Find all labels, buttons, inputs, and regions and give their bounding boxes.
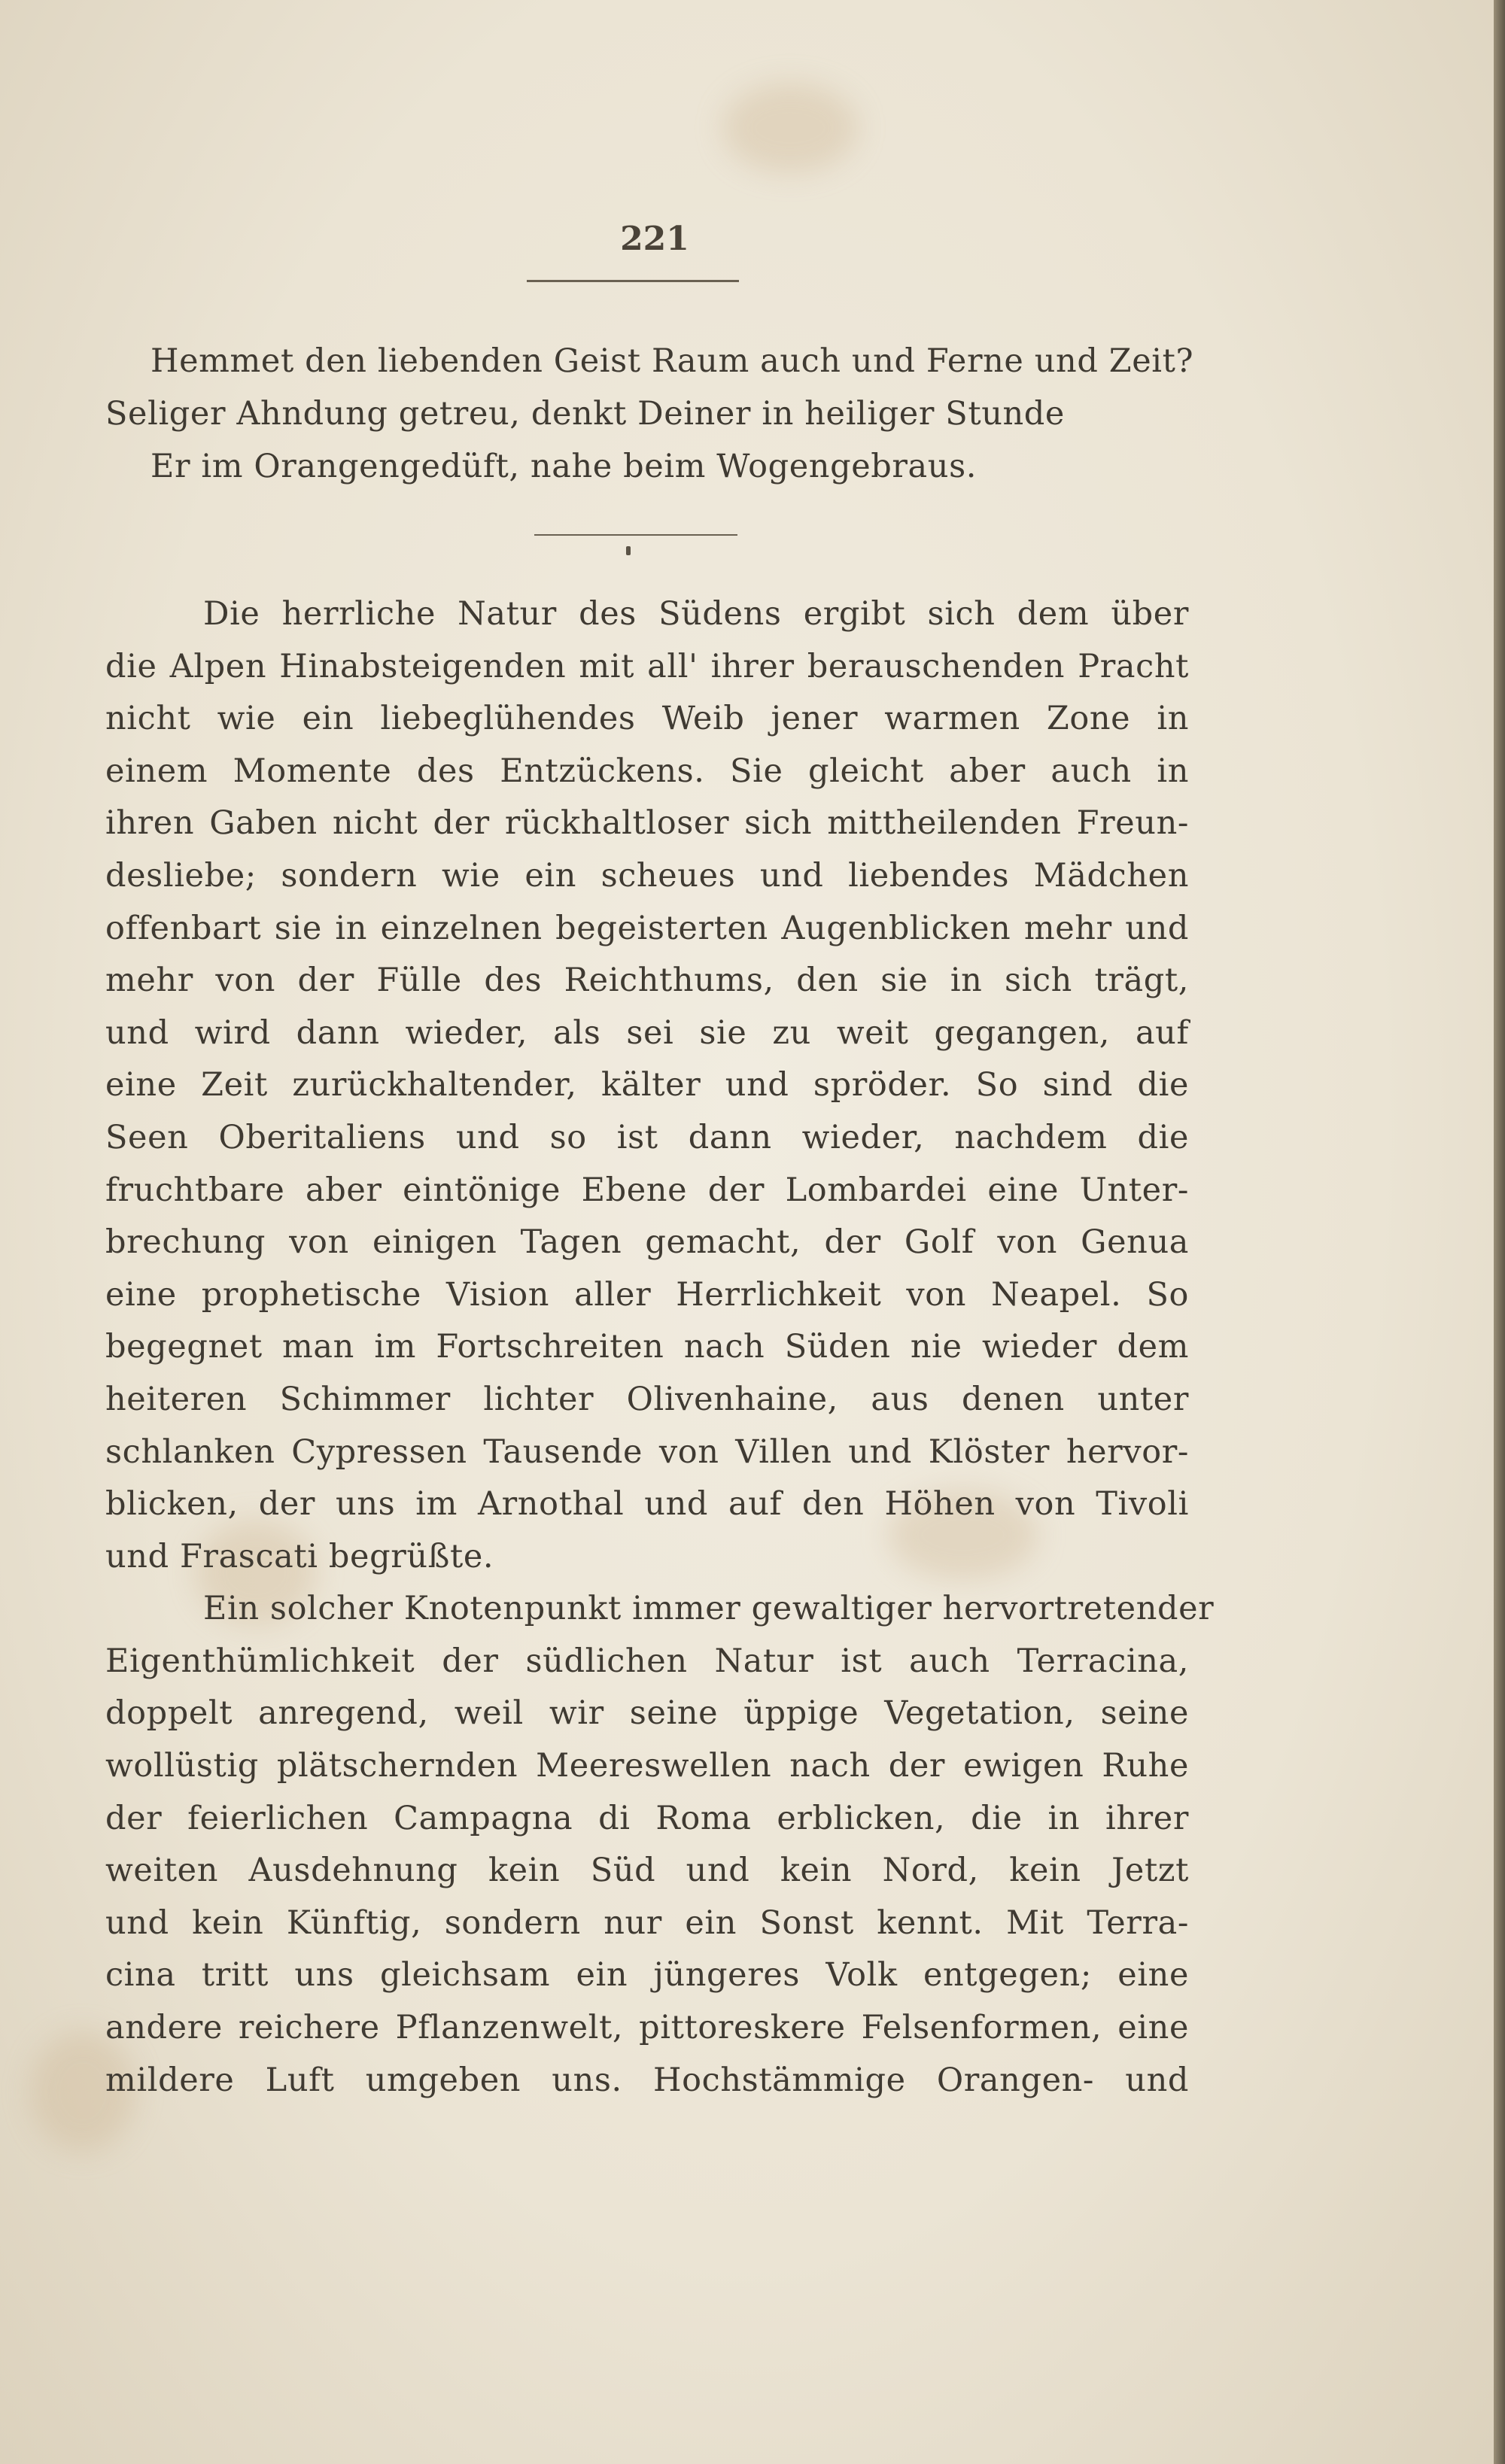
prose-line: die Alpen Hinabsteigenden mit all' ihrer berauschenden Pracht — [105, 647, 1189, 685]
prose-line: heiteren Schimmer lichter Olivenhaine, aus denen unter — [105, 1380, 1189, 1418]
prose-line: weiten Ausdehnung kein Süd und kein Nord, kein Jetzt — [105, 1852, 1189, 1890]
prose-block — [105, 588, 1215, 2107]
prose-line: und kein Künftig, sondern nur ein Sonst kennt. Mit Terra- — [105, 1903, 1189, 1942]
prose-line: schlanken Cypressen Tausende von Villen und Klöster hervor- — [105, 1433, 1189, 1471]
prose-line: mildere Luft umgeben uns. Hochstämmige Orangen- und — [105, 2061, 1189, 2099]
verse-line: Er im Orangengedüft, nahe beim Wogengebraus. — [150, 448, 977, 485]
prose-line: andere reichere Pflanzenwelt, pittoreskere Felsenformen, eine — [105, 2009, 1189, 2047]
prose-line: und Frascati begrüßte. — [105, 1537, 494, 1575]
prose-line: offenbart sie in einzelnen begeisterten Augenblicken mehr und — [105, 909, 1189, 947]
prose-line: nicht wie ein liebeglühendes Weib jener warmen Zone in — [105, 700, 1189, 738]
prose-line: begegnet man im Fortschreiten nach Süden nie wieder dem — [105, 1328, 1189, 1366]
header-rule — [527, 280, 739, 282]
prose-line: einem Momente des Entzückens. Sie gleicht aber auch in — [105, 752, 1189, 790]
prose-line: eine Zeit zurückhaltender, kälter und spröder. So sind die — [105, 1066, 1189, 1104]
prose-line: wollüstig plätschernden Meereswellen nach der ewigen Ruhe — [105, 1747, 1189, 1785]
prose-line: Die herrliche Natur des Südens ergibt sich dem über — [203, 595, 1189, 633]
prose-line: Eigenthümlichkeit der südlichen Natur ist auch Terracina, — [105, 1642, 1189, 1680]
verse-line: Seliger Ahndung getreu, denkt Deiner in heiliger Stunde — [105, 395, 1065, 433]
prose-line: mehr von der Fülle des Reichthums, den sie in sich trägt, — [105, 962, 1189, 1000]
verse-line: Hemmet den liebenden Geist Raum auch und Ferne und Zeit? — [150, 342, 1194, 380]
book-spine-edge — [1494, 0, 1505, 2464]
paper-stain — [722, 83, 858, 173]
prose-line: blicken, der uns im Arnothal und auf den Höhen von Tivoli — [105, 1485, 1189, 1524]
section-divider — [534, 534, 737, 536]
prose-line: der feierlichen Campagna di Roma erblicken, die in ihrer — [105, 1799, 1189, 1837]
prose-line: desliebe; sondern wie ein scheues und liebendes Mädchen — [105, 856, 1189, 895]
prose-line: doppelt anregend, weil wir seine üppige Vegetation, seine — [105, 1694, 1189, 1733]
prose-line: eine prophetische Vision aller Herrlichkeit von Neapel. So — [105, 1275, 1189, 1314]
prose-line: brechung von einigen Tagen gemacht, der Golf von Genua — [105, 1223, 1189, 1262]
prose-line: fruchtbare aber eintönige Ebene der Lombardei eine Unter- — [105, 1171, 1189, 1209]
prose-line: Ein solcher Knotenpunkt immer gewaltiger hervortretender — [203, 1590, 1215, 1628]
prose-line: cina tritt uns gleichsam ein jüngeres Volk entgegen; eine — [105, 1956, 1189, 1995]
prose-line: und wird dann wieder, als sei sie zu weit gegangen, auf — [105, 1013, 1189, 1052]
divider-mark — [626, 546, 631, 555]
prose-line: ihren Gaben nicht der rückhaltloser sich mittheilenden Freun- — [105, 804, 1189, 843]
verse-block — [105, 335, 1194, 493]
prose-line: Seen Oberitaliens und so ist dann wieder, nachdem die — [105, 1118, 1189, 1156]
page-number: 221 — [620, 220, 689, 258]
